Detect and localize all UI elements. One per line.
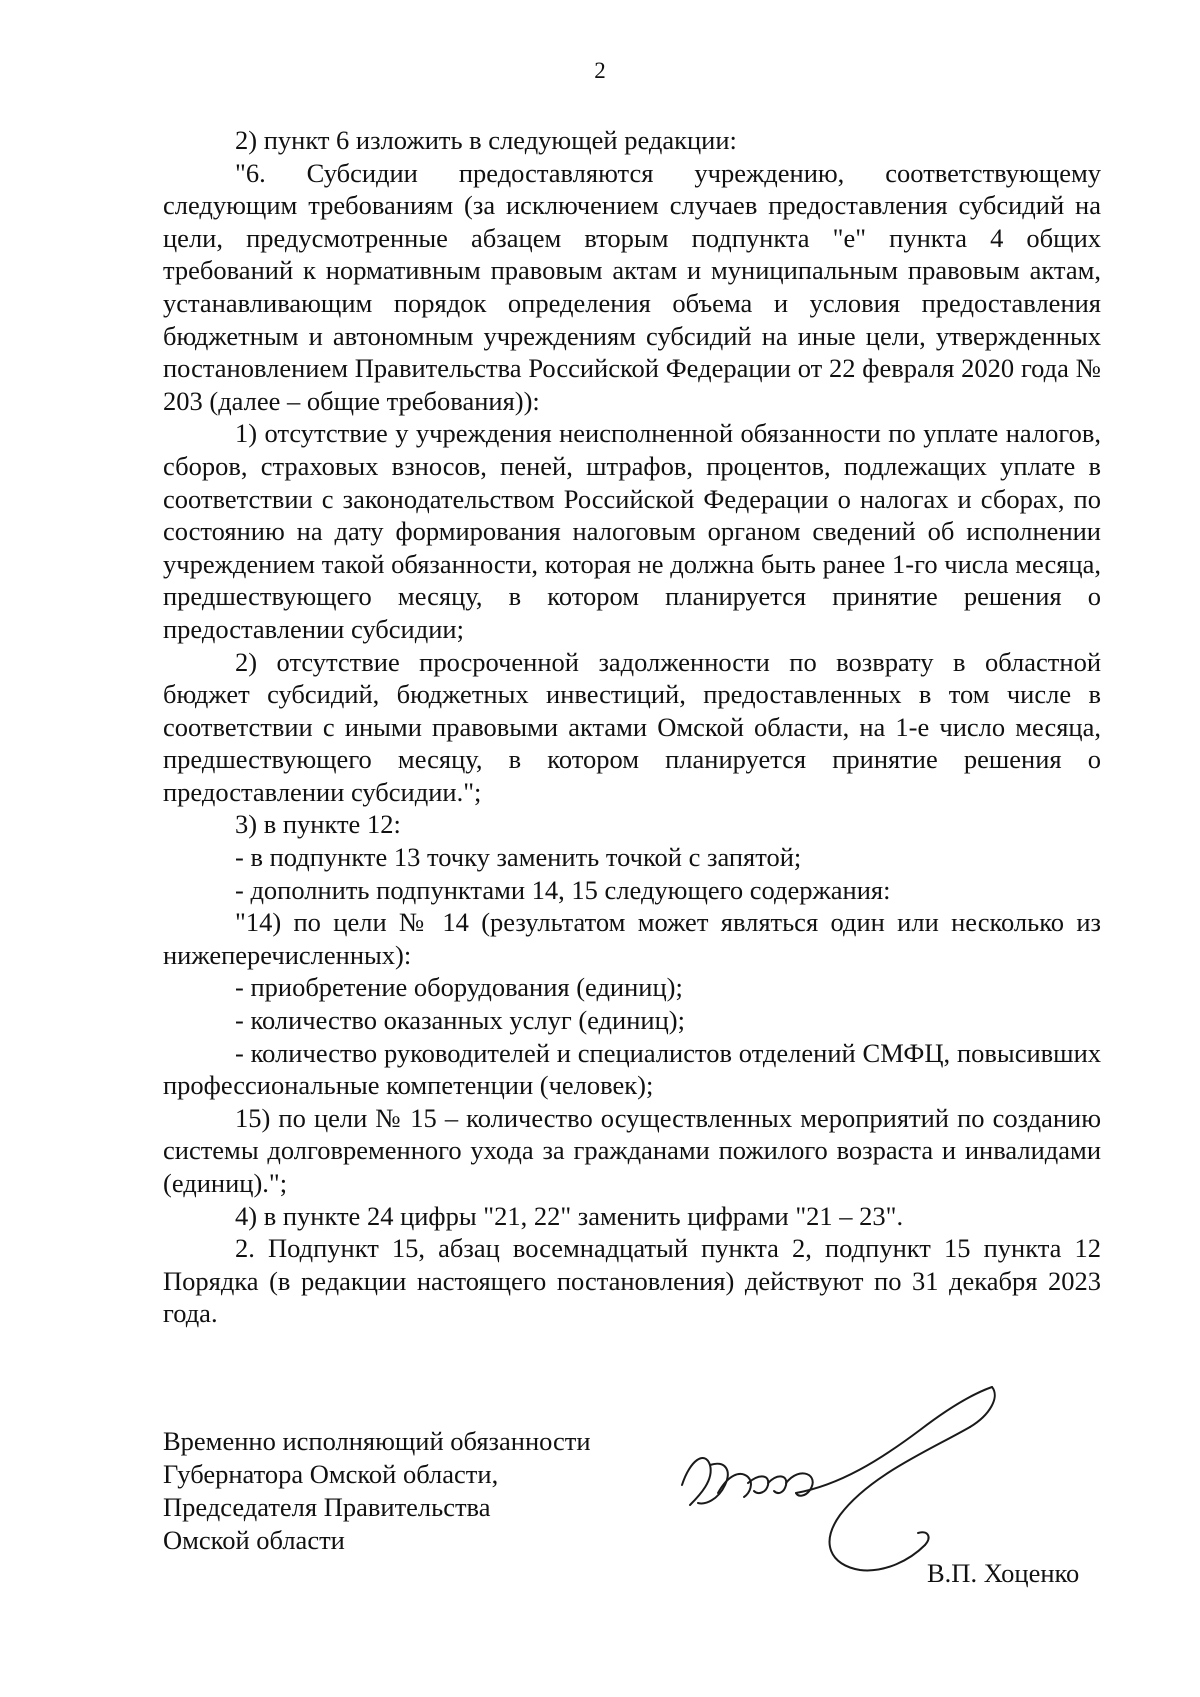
paragraph-requirement-2: 2) отсутствие просроченной задолженности по возврату в областной бюджет субсидий, бюджетных инвестиций, предоставленных в том числе в соответствии с иными правовыми актами Омской области, на 1-е число месяца, предшествующего месяцу, в котором планируется принятие решения о предоставлении субсидии."; [163, 646, 1101, 807]
signer-name: В.П. Хоценко [927, 1558, 1080, 1588]
paragraph-subpoint-13: - в подпункте 13 точку заменить точкой с запятой; [235, 842, 802, 873]
paragraph-equipment: - приобретение оборудования (единиц); [235, 972, 683, 1003]
signatory-position [163, 1425, 591, 1557]
paragraph-goal-15: 15) по цели № 15 – количество осуществленных мероприятий по созданию системы долговременного ухода за гражданами пожилого возраста и инвалидами (единиц)."; [163, 1102, 1101, 1198]
position-line: Председателя Правительства [163, 1492, 491, 1522]
paragraph-clause-2: 2. Подпункт 15, абзац восемнадцатый пункта 2, подпункт 15 пункта 12 Порядка (в редакции настоящего постановления) действуют по 31 декабря 2023 года. [163, 1233, 1101, 1329]
paragraph-requirement-1: 1) отсутствие у учреждения неисполненной обязанности по уплате налогов, сборов, страховых взносов, пеней, штрафов, процентов, подлежащих уплате в соответствии с законодательством Российской Федерации о налогах и сборах, по состоянию на дату формирования налоговым органом сведений об исполнении учреждением такой обязанности, которая не должна быть ранее 1-го числа месяца, предшествующего месяцу, в котором планируется принятие решения о предоставлении субсидии; [163, 418, 1101, 644]
position-line: Губернатора Омской области, [163, 1459, 499, 1489]
document-body [163, 124, 1101, 1330]
paragraph-specialists: - количество руководителей и специалистов отделений СМФЦ, повысивших профессиональные компетенции (человек); [163, 1037, 1101, 1101]
position-line: Омской области [163, 1525, 345, 1555]
paragraph-item-4: 4) в пункте 24 цифры "21, 22" заменить цифрами "21 – 23". [235, 1200, 904, 1231]
paragraph-item-2-heading: 2) пункт 6 изложить в следующей редакции: [235, 125, 737, 155]
paragraph-point-6: "6. Субсидии предоставляются учреждению, соответствующему следующим требованиям (за исключением случаев предоставления субсидий на цели, предусмотренные абзацем вторым подпункта "е" пункта 4 общих требований к нормативным правовым актам и муниципальным правовым актам, устанавливающим порядок определения объема и условия предоставления бюджетным и автономным учреждениям субсидий на иные цели, утвержденных постановлением Правительства Российской Федерации от 22 февраля 2020 года № 203 (далее – общие требования)): [163, 157, 1101, 416]
paragraph-goal-14: "14) по цели № 14 (результатом может являться один или несколько из нижеперечисленных): [163, 907, 1101, 970]
paragraph-services: - количество оказанных услуг (единиц); [235, 1005, 685, 1036]
paragraph-item-3-heading: 3) в пункте 12: [235, 809, 401, 840]
position-line: Временно исполняющий обязанности [163, 1426, 591, 1456]
page-number: 2 [594, 58, 606, 83]
paragraph-add-subpoints: - дополнить подпунктами 14, 15 следующего содержания: [235, 874, 891, 905]
